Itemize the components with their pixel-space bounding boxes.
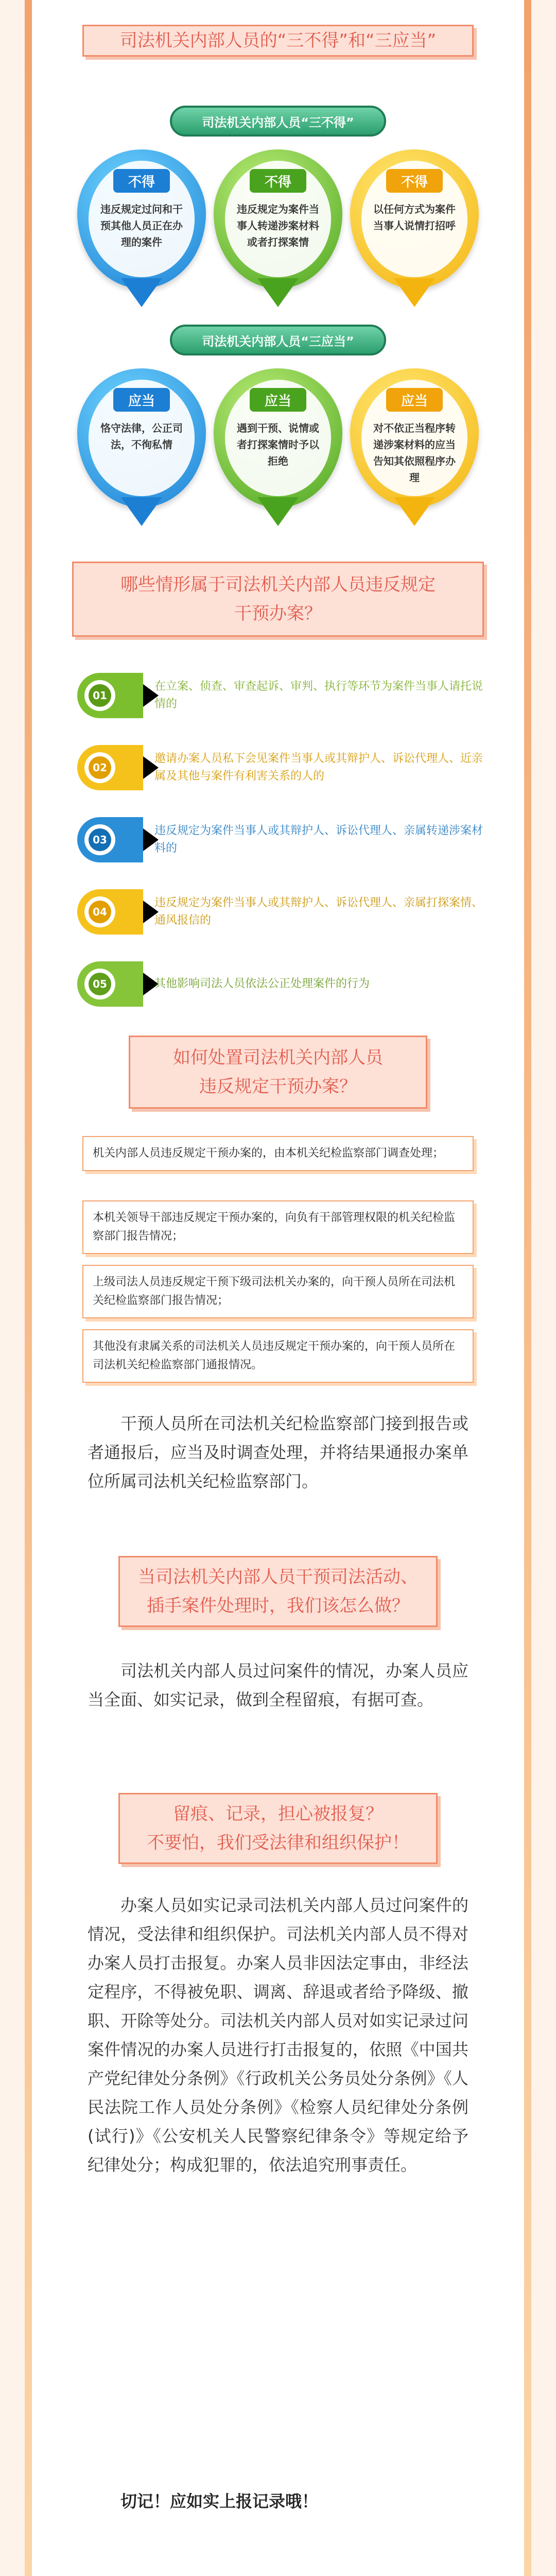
section-title-protection: 留痕、记录，担心被报复？ 不要怕，我们受法律和组织保护！ — [118, 1793, 438, 1864]
situation-text-3: 违反规定为案件当事人或其辩护人、诉讼代理人、亲属转递涉案材料的 — [154, 824, 483, 855]
situation-text-2: 邀请办案人员私下会见案件当事人或其辩护人、诉讼代理人、近亲属及其他与案件有利害关系的人的 — [154, 752, 483, 783]
section-title-handling: 如何处置司法机关内部人员 违反规定干预办案？ — [129, 1036, 427, 1109]
section-title-situations: 哪些情形属于司法机关内部人员违反规定 干预办案？ — [72, 562, 484, 637]
situation-text-4: 违反规定为案件当事人或其辩护人、诉讼代理人、亲属打探案情、通风报信的 — [154, 896, 483, 927]
paragraph-record: 司法机关内部人员过问案件的情况，办案人员应当全面、如实记录，做到全程留痕，有据可查。 — [88, 1661, 468, 1709]
bude-text-2: 违反规定为案件当事人转递涉案材料或者打探案情 — [237, 203, 319, 248]
right-rail — [524, 0, 531, 2576]
section-title-what-to-do: 当司法机关内部人员干预司法活动、 插手案件处理时，我们该怎么做？ — [118, 1556, 438, 1627]
yingdang-tag-3: 应当 — [386, 388, 443, 412]
situation-num-2: 02 — [89, 756, 111, 779]
situation-num-1: 01 — [89, 684, 111, 707]
yingdang-tag-1: 应当 — [113, 388, 170, 412]
yingdang-tag-2: 应当 — [250, 388, 306, 412]
handling-item-1: 机关内部人员违反规定干预办案的，由本机关纪检监察部门调查处理； — [82, 1136, 474, 1171]
situation-item-3 — [77, 814, 484, 866]
paragraph-protection: 办案人员如实记录司法机关内部人员过问案件的情况，受法律和组织保护。司法机关内部人员不得对办案人员打击报复。办案人员非因法定事由，非经法定程序，不得被免职、调离、辞退或者给予降级、撤职、开除等处分。司法机关内部人员对如实记录过问案件情况的办案人员进行打击报复的，依照《中国共产党纪律处分条例》《行政机关公务员处分条例》《人民法院工作人员处分条例》《检察人员纪律处分条例(试行)》《公安机关人民警察纪律条令》等规定给予纪律处分；构成犯罪的，依法追究刑事责任。 — [88, 1895, 468, 2175]
section-title-san-bu-de: 司法机关内部人员的“三不得”和“三应当” — [82, 25, 474, 57]
situation-item-5 — [77, 958, 484, 1010]
pill-san-ying-dang: 司法机关内部人员“三应当” — [170, 325, 386, 355]
paragraph-report-handling: 干预人员所在司法机关纪检监察部门接到报告或者通报后，应当及时调查处理，并将结果通报办案单位所属司法机关纪检监察部门。 — [88, 1414, 468, 1491]
situation-num-5: 05 — [89, 973, 111, 995]
bude-tag-2: 不得 — [250, 169, 306, 193]
yingdang-text-3: 对不依正当程序转递涉案材料的应当告知其依照程序办理 — [373, 422, 456, 484]
situation-text-1: 在立案、侦查、审查起诉、审判、执行等环节为案件当事人请托说情的 — [154, 680, 483, 710]
handling-item-2: 本机关领导干部违反规定干预办案的，向负有干部管理权限的机关纪检监察部门报告情况； — [82, 1200, 474, 1254]
left-rail — [25, 0, 32, 2576]
bude-text-1: 违反规定过问和干预其他人员正在办理的案件 — [100, 203, 183, 248]
handling-item-3: 上级司法人员违反规定干预下级司法机关办案的，向干预人员所在司法机关纪检监察部门报告情况； — [82, 1265, 474, 1318]
closing-reminder: 切记！应如实上报记录哦！ — [120, 2492, 319, 2511]
situation-num-3: 03 — [89, 828, 111, 851]
yingdang-text-2: 遇到干预、说情或者打探案情时予以拒绝 — [237, 422, 319, 467]
pill-san-bu-de: 司法机关内部人员“三不得” — [170, 106, 386, 137]
bude-tag-1: 不得 — [113, 169, 170, 193]
bude-text-3: 以任何方式为案件当事人说情打招呼 — [373, 203, 456, 232]
yingdang-text-1: 恪守法律，公正司法，不徇私情 — [100, 422, 183, 451]
handling-item-4: 其他没有隶属关系的司法机关人员违反规定干预办案的，向干预人员所在司法机关纪检监察部门通报情况。 — [82, 1329, 474, 1383]
bude-tag-3: 不得 — [386, 169, 443, 193]
situation-item-4 — [77, 886, 484, 938]
situation-item-1 — [77, 670, 484, 721]
situation-item-2 — [77, 742, 484, 793]
situation-text-5: 其他影响司法人员依法公正处理案件的行为 — [154, 977, 370, 990]
situation-num-4: 04 — [89, 901, 111, 923]
